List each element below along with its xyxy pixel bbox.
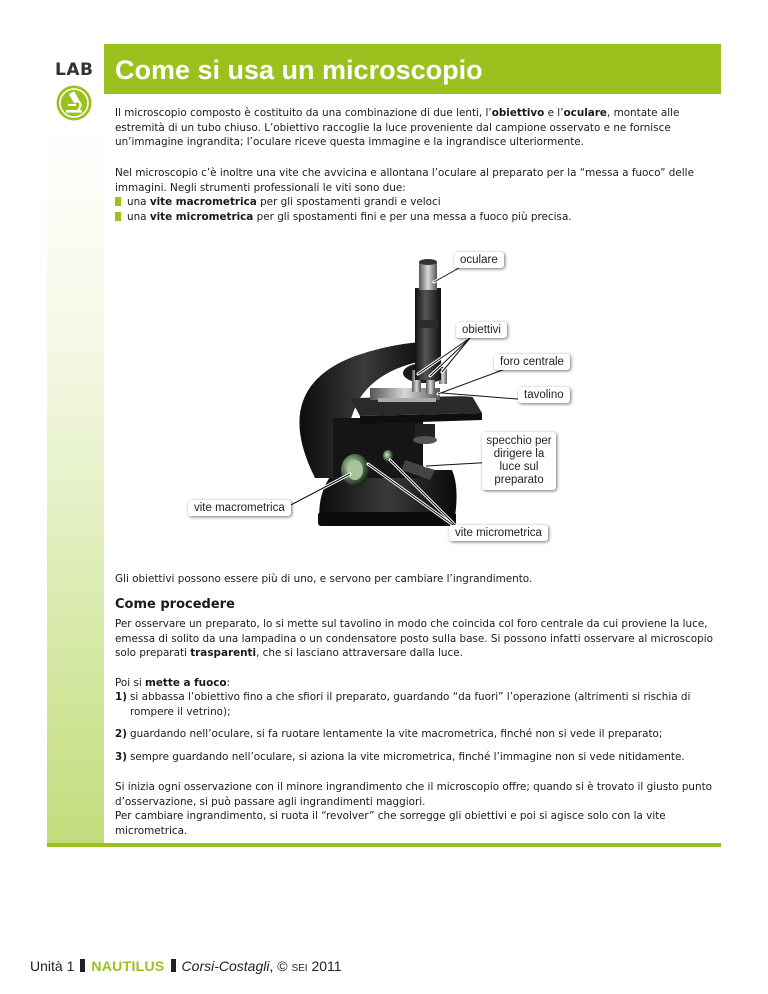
messa-a-fuoco-intro: Poi si mette a fuoco: — [115, 677, 231, 689]
microscope-icon — [56, 85, 92, 121]
footer-unit: Unità 1 — [30, 958, 75, 974]
footer: Unità 1 NAUTILUS Corsi-Costagli, © SEI 2011 — [30, 958, 342, 974]
label-obiettivi: obiettivi — [456, 322, 507, 338]
bottom-rule — [47, 843, 721, 847]
label-vite-micrometrica: vite micrometrica — [449, 525, 548, 541]
viti-paragraph: Nel microscopio c’è inoltre una vite che avvicina e allontana l’oculare al preparato per la “messa a fuoco” delle immagini. Negli strumenti professionali le viti sono due: una vite macrometrica per gli spostamenti grandi e veloci una vite micrometrica per gli spostamenti fini e per una messa a fuoco più precisa. — [115, 167, 694, 223]
label-specchio: specchio per dirigere la luce sul preparato — [482, 432, 556, 490]
list-item: 3) sempre guardando nell’oculare, si aziona la vite micrometrica, finché l’immagine non si vede nitidamente. — [115, 751, 685, 763]
label-vite-macrometrica: vite macrometrica — [188, 500, 291, 516]
bullet-marker — [115, 197, 121, 206]
footer-authors: Corsi-Costagli — [181, 958, 270, 974]
side-band — [47, 44, 104, 844]
footer-separator — [171, 959, 176, 972]
label-oculare: oculare — [454, 252, 504, 268]
footer-publisher: SEI — [291, 963, 308, 974]
section-title: Come procedere — [115, 597, 235, 612]
list-item: 2) guardando nell’oculare, si fa ruotare lentamente la vite macrometrica, finché non si vede il preparato; — [115, 728, 663, 740]
page-title: Come si usa un microscopio — [115, 55, 483, 85]
obiettivi-note: Gli obiettivi possono essere più di uno, e servono per cambiare l’ingrandimento. — [115, 573, 533, 585]
footer-brand: NAUTILUS — [91, 958, 165, 974]
lab-label: LAB — [55, 60, 94, 80]
footer-separator — [80, 959, 85, 972]
term-oculare: oculare — [563, 107, 607, 119]
bullet-marker — [115, 212, 121, 221]
term-obiettivo: obiettivo — [491, 107, 545, 119]
procedere-paragraph: Per osservare un preparato, lo si mette sul tavolino in modo che coincida col foro centrale da cui proviene la luce, emessa di solito da una lampadina o un condensatore posto sulla base. Si possono infatti osservare al microscopio solo preparati trasparenti, che si lasciano attraversare dalla luce. — [115, 618, 713, 659]
list-item: 1) si abbassa l’obiettivo fino a che sfiori il preparato, guardando “da fuori” l’operazione (altrimenti si rischia di rompere il vetrino); — [115, 691, 691, 718]
intro-paragraph: Il microscopio composto è costituito da una combinazione di due lenti, l’obiettivo e l’oculare, montate alle estremità di un tubo chiuso. L’obiettivo raccoglie la luce proveniente dal campione osservato e ne fornisce un’immagine ingrandita; l’oculare riceve questa immagine e la ingrandisce ulteriormente. — [115, 107, 680, 148]
footer-year: 2011 — [311, 958, 342, 974]
microscope-figure — [190, 248, 570, 548]
closing-paragraph: Si inizia ogni osservazione con il minore ingrandimento che il microscopio offre; quando si è trovato il giusto punto d’osservazione, si può passare agli ingrandimenti maggiori. Per cambiare ingrandimento, si ruota il “revolver” che sorregge gli obiettivi e poi si agisce solo con la vite micrometrica. — [115, 781, 713, 837]
label-tavolino: tavolino — [518, 387, 570, 403]
label-foro-centrale: foro centrale — [494, 354, 570, 370]
